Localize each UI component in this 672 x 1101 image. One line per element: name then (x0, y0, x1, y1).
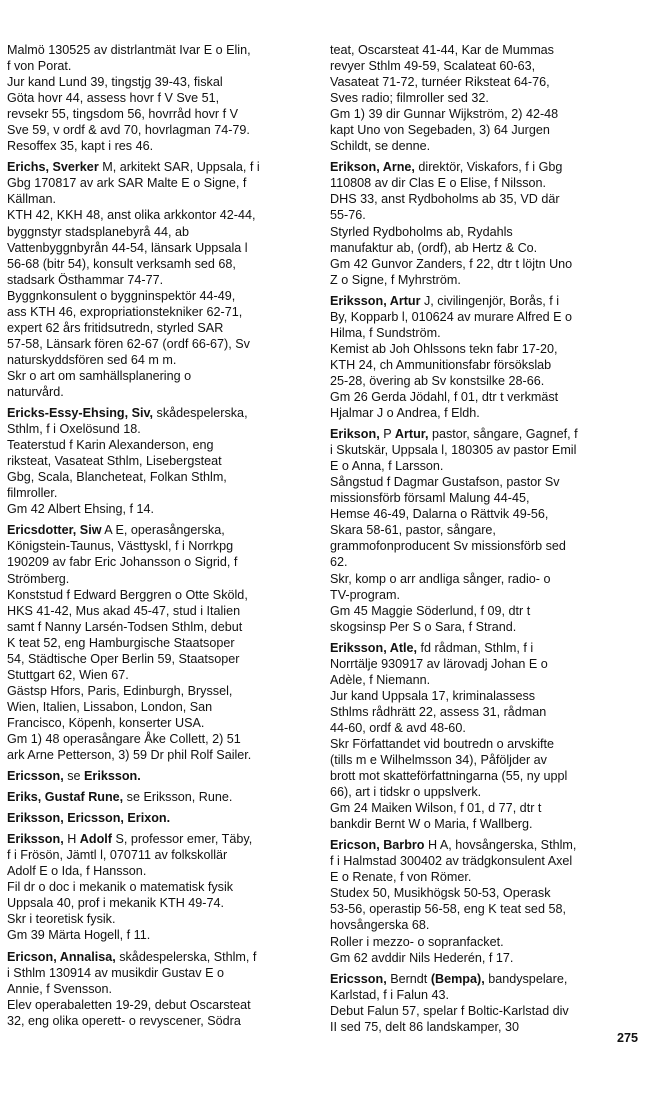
entry-text: Hilma, f Sundström. (330, 325, 441, 340)
entry-line (330, 768, 640, 784)
entry-text: Gästsp Hfors, Paris, Edinburgh, Bryssel, (7, 683, 233, 698)
entry-text: Gm 26 Gerda Jödahl, f 01, dtr t verkmäst (330, 389, 559, 404)
entry-line (330, 256, 640, 272)
entry-text: Gm 1) 39 dir Gunnar Wijkström, 2) 42-48 (330, 107, 559, 122)
entry-text: direktör, Viskafors, f i Gbg (414, 160, 563, 175)
entry-line (7, 571, 313, 587)
entry-line (7, 58, 313, 74)
entry-text: Elev operabaletten 19-29, debut Oscarsteat (7, 997, 251, 1012)
entry-text: 62. (330, 555, 348, 570)
entry-text: 110808 av dir Clas E o Elise, f Nilsson. (330, 176, 547, 191)
entry-text: Gbg, Scala, Blancheteat, Folkan Sthlm, (7, 470, 227, 485)
entry-text: 32, eng olika operett- o revyscener, Södra (7, 1013, 241, 1028)
entry-text: Konststud f Edward Berggren o Otte Sköld, (7, 587, 248, 602)
entry-line (330, 506, 640, 522)
entry-line (330, 917, 640, 933)
entry-line (330, 587, 640, 603)
entry-text: Sve 59, v ordf & avd 70, hovrlagman 74-79. (7, 123, 250, 138)
right-column (330, 42, 640, 1040)
entry-text: filmroller. (7, 486, 58, 501)
entry-text: skådespelerska, Sthlm, f (115, 949, 257, 964)
entry-line (330, 885, 640, 901)
entry-line (7, 1013, 313, 1029)
entry-line (330, 207, 640, 223)
biography-entry (7, 810, 313, 826)
entry-line (330, 522, 640, 538)
entry-text: Hemse 46-49, Dalarna o Rättvik 49-56, (330, 507, 549, 522)
entry-line (7, 485, 313, 501)
entry-text: Kemist ab Joh Ohlssons tekn fabr 17-20, (330, 341, 558, 356)
entry-line (7, 731, 313, 747)
entry-line (330, 619, 640, 635)
entry-line (7, 501, 313, 517)
entry-name: Ericks-Essy-Ehsing, Siv, (7, 406, 154, 421)
biography-entry (7, 789, 313, 805)
entry-text: By, Kopparb l, 010624 av murare Alfred E o (330, 309, 572, 324)
entry-text: riksteat, Vasateat Sthlm, Lisebergsteat (7, 454, 222, 469)
entry-line (330, 442, 640, 458)
entry-text: E o Anna, f Larsson. (330, 459, 444, 474)
entry-line (7, 469, 313, 485)
entry-line (330, 800, 640, 816)
entry-line (330, 191, 640, 207)
entry-line (330, 971, 640, 987)
entry-text: Sves radio; filmroller sed 32. (330, 91, 489, 106)
entry-text: Norrtälje 930917 av lärovadj Johan E o (330, 656, 548, 671)
entry-text: Styrled Rydboholms ab, Rydahls (330, 224, 513, 239)
biography-entry (330, 426, 640, 635)
entry-text: Skara 58-61, pastor, sångare, (330, 523, 496, 538)
entry-text: Gm 24 Maiken Wilson, f 01, d 77, dtr t (330, 801, 542, 816)
entry-line (7, 304, 313, 320)
entry-line (7, 619, 313, 635)
entry-line (7, 911, 313, 927)
entry-line (330, 138, 640, 154)
entry-text: stadsark Östhammar 74-77. (7, 272, 164, 287)
entry-text: E o Renate, f von Römer. (330, 870, 472, 885)
entry-line (7, 522, 313, 538)
entry-line (7, 240, 313, 256)
entry-name: Ericson, Barbro (330, 838, 425, 853)
entry-text: Schildt, se denne. (330, 139, 431, 154)
entry-name: Eriksson, (7, 832, 64, 847)
entry-text: Sthlms rådhrätt 22, assess 31, rådman (330, 704, 547, 719)
page-number: 275 (616, 1031, 638, 1045)
entry-line (7, 699, 313, 715)
entry-text: 25-28, övering ab Sv konstsilke 28-66. (330, 373, 545, 388)
entry-text: 190209 av fabr Eric Johansson o Sigrid, f (7, 555, 238, 570)
entry-name: Ericsson, (7, 769, 64, 784)
entry-text: Wien, Italien, Lissabon, London, San (7, 699, 213, 714)
entry-text: Källman. (7, 192, 56, 207)
biography-entry (7, 949, 313, 1029)
entry-text: Gm 42 Gunvor Zanders, f 22, dtr t löjtn Uno (330, 256, 573, 271)
entry-line (330, 458, 640, 474)
entry-text: skogsinsp Per S o Sara, f Strand. (330, 619, 517, 634)
entry-line (330, 42, 640, 58)
entry-text: naturvård. (7, 384, 64, 399)
biography-entry (330, 837, 640, 965)
entry-line (7, 336, 313, 352)
entry-line (7, 768, 313, 784)
entry-text: kapt Uno von Segebaden, 3) 64 Jurgen (330, 123, 550, 138)
entry-text: KTH 24, ch Ammunitionsfabr försökslab (330, 357, 552, 372)
entry-line (330, 853, 640, 869)
entry-text: Francisco, Köpenh, konserter USA. (7, 715, 205, 730)
entry-line (330, 74, 640, 90)
entry-text: manufaktur ab, (ordf), ab Hertz & Co. (330, 240, 538, 255)
entry-text: H (63, 832, 80, 847)
entry-text: ark Arne Petterson, 3) 59 Dr phil Rolf Sailer. (7, 748, 252, 763)
entry-text: Vattenbyggnbyrån 44-54, länsark Uppsala l (7, 240, 248, 255)
entry-line (7, 651, 313, 667)
entry-line (330, 272, 640, 288)
entry-line (7, 437, 313, 453)
entry-text: hovsångerska 68. (330, 918, 430, 933)
entry-text: Skr, komp o arr andliga sånger, radio- o (330, 571, 551, 586)
entry-line (330, 224, 640, 240)
entry-line (7, 421, 313, 437)
entry-line (330, 58, 640, 74)
entry-text: (tills m e Wilhelmsson 34), Påföljder av (330, 753, 547, 768)
entry-line (7, 965, 313, 981)
entry-text: 55-76. (330, 208, 366, 223)
entry-line (330, 704, 640, 720)
entry-line (330, 752, 640, 768)
entry-text: f i Halmstad 300402 av trädgkonsulent Axel (330, 854, 573, 869)
entry-line (7, 831, 313, 847)
entry-text: byggnstyr stadsplanebyrå 44, ab (7, 224, 190, 239)
entry-line (7, 159, 313, 175)
entry-line (330, 901, 640, 917)
entry-text: missionsförb församl Malung 44-45, (330, 491, 530, 506)
entry-line (7, 847, 313, 863)
entry-text: Skr i teoretisk fysik. (7, 912, 116, 927)
entry-line (330, 373, 640, 389)
entry-text: Adèle, f Niemann. (330, 672, 431, 687)
entry-name: Eriks, Gustaf Rune, (7, 790, 124, 805)
entry-text: revsekr 55, tingsdom 56, hovrråd hovr f V (7, 107, 238, 122)
entry-text: Fil dr o doc i mekanik o matematisk fysik (7, 880, 234, 895)
entry-line (330, 656, 640, 672)
entry-text: fd rådman, Sthlm, f i (417, 640, 534, 655)
entry-line (7, 320, 313, 336)
entry-line (330, 816, 640, 832)
entry-line (330, 736, 640, 752)
entry-line (330, 122, 640, 138)
entry-text: M, arkitekt SAR, Uppsala, f i (98, 160, 260, 175)
entry-line (7, 288, 313, 304)
entry-text: Byggnkonsulent o byggninspektör 44-49, (7, 288, 236, 303)
entry-text: A E, operasångerska, (101, 523, 225, 538)
entry-line (7, 863, 313, 879)
entry-text: naturskyddsfören sed 64 m m. (7, 352, 177, 367)
entry-line (7, 272, 313, 288)
entry-line (7, 554, 313, 570)
entry-text: Skr o art om samhällsplanering o (7, 368, 192, 383)
entry-text: pastor, sångare, Gagnef, f (428, 427, 578, 442)
entry-line (7, 42, 313, 58)
entry-text: Göta hovr 44, assess hovr f V Sve 51, (7, 91, 220, 106)
entry-line (330, 175, 640, 191)
entry-text: Studex 50, Musikhögsk 50-53, Operask (330, 886, 551, 901)
left-column (7, 42, 313, 1034)
entry-text: II sed 75, delt 86 landskamper, 30 (330, 1019, 520, 1034)
entry-line (7, 138, 313, 154)
entry-text: 44-60, ordf & avd 48-60. (330, 720, 466, 735)
entry-line (7, 224, 313, 240)
entry-line (7, 927, 313, 943)
entry-text: i Skutskär, Uppsala l, 180305 av pastor Emil (330, 443, 577, 458)
entry-line (330, 1019, 640, 1035)
entry-line (7, 789, 313, 805)
entry-text: H A, hovsångerska, Sthlm, (424, 838, 577, 853)
entry-name: Ericsson, (330, 971, 387, 986)
entry-name: Erichs, Sverker (7, 160, 99, 175)
entry-line (330, 603, 640, 619)
entry-line (330, 837, 640, 853)
entry-text: 53-56, operastip 56-58, eng K teat sed 58, (330, 902, 566, 917)
entry-name: Adolf (79, 832, 112, 847)
biography-entry (330, 971, 640, 1035)
entry-text: S, professor emer, Täby, (111, 832, 253, 847)
entry-text: bandyspelare, (484, 971, 568, 986)
entry-text: teat, Oscarsteat 41-44, Kar de Mummas (330, 43, 554, 57)
entry-line (330, 474, 640, 490)
entry-line (330, 426, 640, 442)
entry-line (7, 106, 313, 122)
entry-line (330, 293, 640, 309)
entry-line (7, 895, 313, 911)
entry-line (7, 405, 313, 421)
entry-line (7, 74, 313, 90)
entry-line (330, 688, 640, 704)
entry-text: Stuttgart 62, Wien 67. (7, 667, 129, 682)
entry-text: 54, Städtische Oper Berlin 59, Staatsoper (7, 651, 240, 666)
entry-line (7, 384, 313, 400)
entry-line (330, 325, 640, 341)
entry-text: Strömberg. (7, 571, 70, 586)
entry-text: grammofonproducent Sv missionsförb sed (330, 539, 566, 554)
biography-entry (7, 768, 313, 784)
entry-text: P (379, 427, 395, 442)
entry-line (330, 784, 640, 800)
biography-entry (7, 159, 313, 400)
entry-name: Artur, (394, 427, 429, 442)
entry-text: KTH 42, KKH 48, anst olika arkkontor 42-44, (7, 208, 256, 223)
entry-text: bankdir Bernt W o Maria, f Wallberg. (330, 817, 533, 832)
entry-line (330, 240, 640, 256)
entry-text: Jur kand Uppsala 17, kriminalassess (330, 688, 536, 703)
entry-name: Erikson, (330, 427, 380, 442)
entry-text: Gbg 170817 av ark SAR Malte E o Signe, f (7, 176, 247, 191)
entry-line (330, 357, 640, 373)
biography-entry (330, 42, 640, 154)
entry-line (7, 453, 313, 469)
entry-line (7, 191, 313, 207)
entry-line (7, 587, 313, 603)
entry-line (330, 106, 640, 122)
entry-line (7, 368, 313, 384)
entry-line (7, 810, 313, 826)
entry-text: se Eriksson, Rune. (123, 790, 233, 805)
entry-line (7, 715, 313, 731)
entry-line (7, 603, 313, 619)
entry-text: Annie, f Svensson. (7, 981, 113, 996)
entry-line (7, 207, 313, 223)
entry-text: Gm 42 Albert Ehsing, f 14. (7, 502, 155, 517)
entry-text: Z o Signe, f Myhrström. (330, 272, 461, 287)
biography-entry (7, 522, 313, 763)
entry-line (330, 869, 640, 885)
entry-text: HKS 41-42, Mus akad 45-47, stud i Italien (7, 603, 241, 618)
entry-line (7, 256, 313, 272)
entry-name: Ericsdotter, Siw (7, 523, 102, 538)
entry-line (7, 122, 313, 138)
entry-name: Ericson, Annalisa, (7, 949, 116, 964)
entry-line (7, 879, 313, 895)
entry-text: Jur kand Lund 39, tingstjg 39-43, fiskal (7, 75, 223, 90)
entry-line (330, 554, 640, 570)
entry-line (330, 640, 640, 656)
entry-line (330, 341, 640, 357)
entry-text: se (63, 769, 85, 784)
entry-line (330, 490, 640, 506)
entry-line (330, 1003, 640, 1019)
entry-line (330, 950, 640, 966)
entry-line (7, 981, 313, 997)
entry-text: ass KTH 46, expropriationstekniker 62-71, (7, 304, 243, 319)
entry-text: 57-58, Länsark fören 62-67 (ordf 66-67), Sv (7, 336, 250, 351)
biography-entry (7, 405, 313, 517)
entry-text: f von Porat. (7, 59, 72, 74)
entry-line (330, 90, 640, 106)
entry-name: (Bempa), (430, 971, 485, 986)
entry-text: 66), art i tidskr o uppslverk. (330, 785, 482, 800)
entry-line (7, 90, 313, 106)
entry-text: Gm 62 avddir Nils Hederén, f 17. (330, 950, 514, 965)
entry-text: 56-68 (bitr 54), konsult verksamh sed 68, (7, 256, 236, 271)
entry-line (330, 538, 640, 554)
entry-text: Skr Författandet vid boutredn o arvskifte (330, 736, 555, 751)
entry-text: Königstein-Taunus, Västtyskl, f i Norrkpg (7, 539, 234, 554)
entry-text: K teat 52, eng Hamburgische Staatsoper (7, 635, 235, 650)
entry-text: f i Frösön, Jämtl l, 070711 av folkskollär (7, 848, 228, 863)
entry-text: Vasateat 71-72, turnéer Riksteat 64-76, (330, 75, 550, 90)
entry-text: Malmö 130525 av distrlantmät Ivar E o Elin, (7, 43, 251, 57)
entry-text: Gm 1) 48 operasångare Åke Collett, 2) 51 (7, 731, 241, 746)
entry-text: Uppsala 40, prof i mekanik KTH 49-74. (7, 896, 224, 911)
entry-name: Eriksson. (84, 769, 141, 784)
entry-line (330, 389, 640, 405)
entry-line (7, 683, 313, 699)
entry-line (7, 352, 313, 368)
entry-text: expert 62 års fritidsutredn, styrled SAR (7, 320, 224, 335)
biography-entry (7, 42, 313, 154)
entry-text: samt f Nanny Larsén-Todsen Sthlm, debut (7, 619, 243, 634)
entry-line (7, 667, 313, 683)
entry-text: TV-program. (330, 587, 400, 602)
entry-line (330, 934, 640, 950)
biography-entry (330, 159, 640, 287)
entry-name: Eriksson, Atle, (330, 640, 418, 655)
entry-text: skådespelerska, (153, 406, 248, 421)
entry-text: J, civilingenjör, Borås, f i (420, 293, 560, 308)
biography-entry (7, 831, 313, 943)
entry-text: Hjalmar J o Andrea, f Eldh. (330, 406, 480, 421)
entry-line (330, 672, 640, 688)
entry-text: revyer Sthlm 49-59, Scalateat 60-63, (330, 59, 536, 74)
entry-text: Karlstad, f i Falun 43. (330, 987, 450, 1002)
entry-text: Resoffex 35, kapt i res 46. (7, 139, 154, 154)
entry-line (7, 949, 313, 965)
entry-text: Gm 45 Maggie Söderlund, f 09, dtr t (330, 603, 531, 618)
entry-text: Berndt (386, 971, 431, 986)
entry-text: Gm 39 Märta Hogell, f 11. (7, 928, 151, 943)
entry-name: Eriksson, Ericsson, Erixon. (7, 811, 171, 826)
entry-text: Debut Falun 57, spelar f Boltic-Karlstad div (330, 1003, 569, 1018)
entry-line (330, 159, 640, 175)
entry-line (7, 538, 313, 554)
entry-line (330, 987, 640, 1003)
entry-text: brott mot skatteförfattningarna (55, ny uppl (330, 769, 568, 784)
entry-name: Eriksson, Artur (330, 293, 421, 308)
entry-text: Teaterstud f Karin Alexanderson, eng (7, 438, 214, 453)
entry-line (7, 635, 313, 651)
biography-entry (330, 640, 640, 833)
entry-line (7, 175, 313, 191)
entry-line (7, 997, 313, 1013)
entry-line (330, 309, 640, 325)
entry-text: Sångstud f Dagmar Gustafson, pastor Sv (330, 475, 560, 490)
entry-line (7, 747, 313, 763)
entry-text: Adolf E o Ida, f Hansson. (7, 864, 147, 879)
entry-line (330, 720, 640, 736)
biography-entry (330, 293, 640, 421)
entry-line (330, 571, 640, 587)
entry-text: Sthlm, f i Oxelösund 18. (7, 422, 141, 437)
entry-text: i Sthlm 130914 av musikdir Gustav E o (7, 965, 224, 980)
entry-line (330, 405, 640, 421)
entry-text: DHS 33, anst Rydboholms ab 35, VD där (330, 192, 560, 207)
entry-name: Erikson, Arne, (330, 160, 415, 175)
entry-text: Roller i mezzo- o sopranfacket. (330, 934, 504, 949)
